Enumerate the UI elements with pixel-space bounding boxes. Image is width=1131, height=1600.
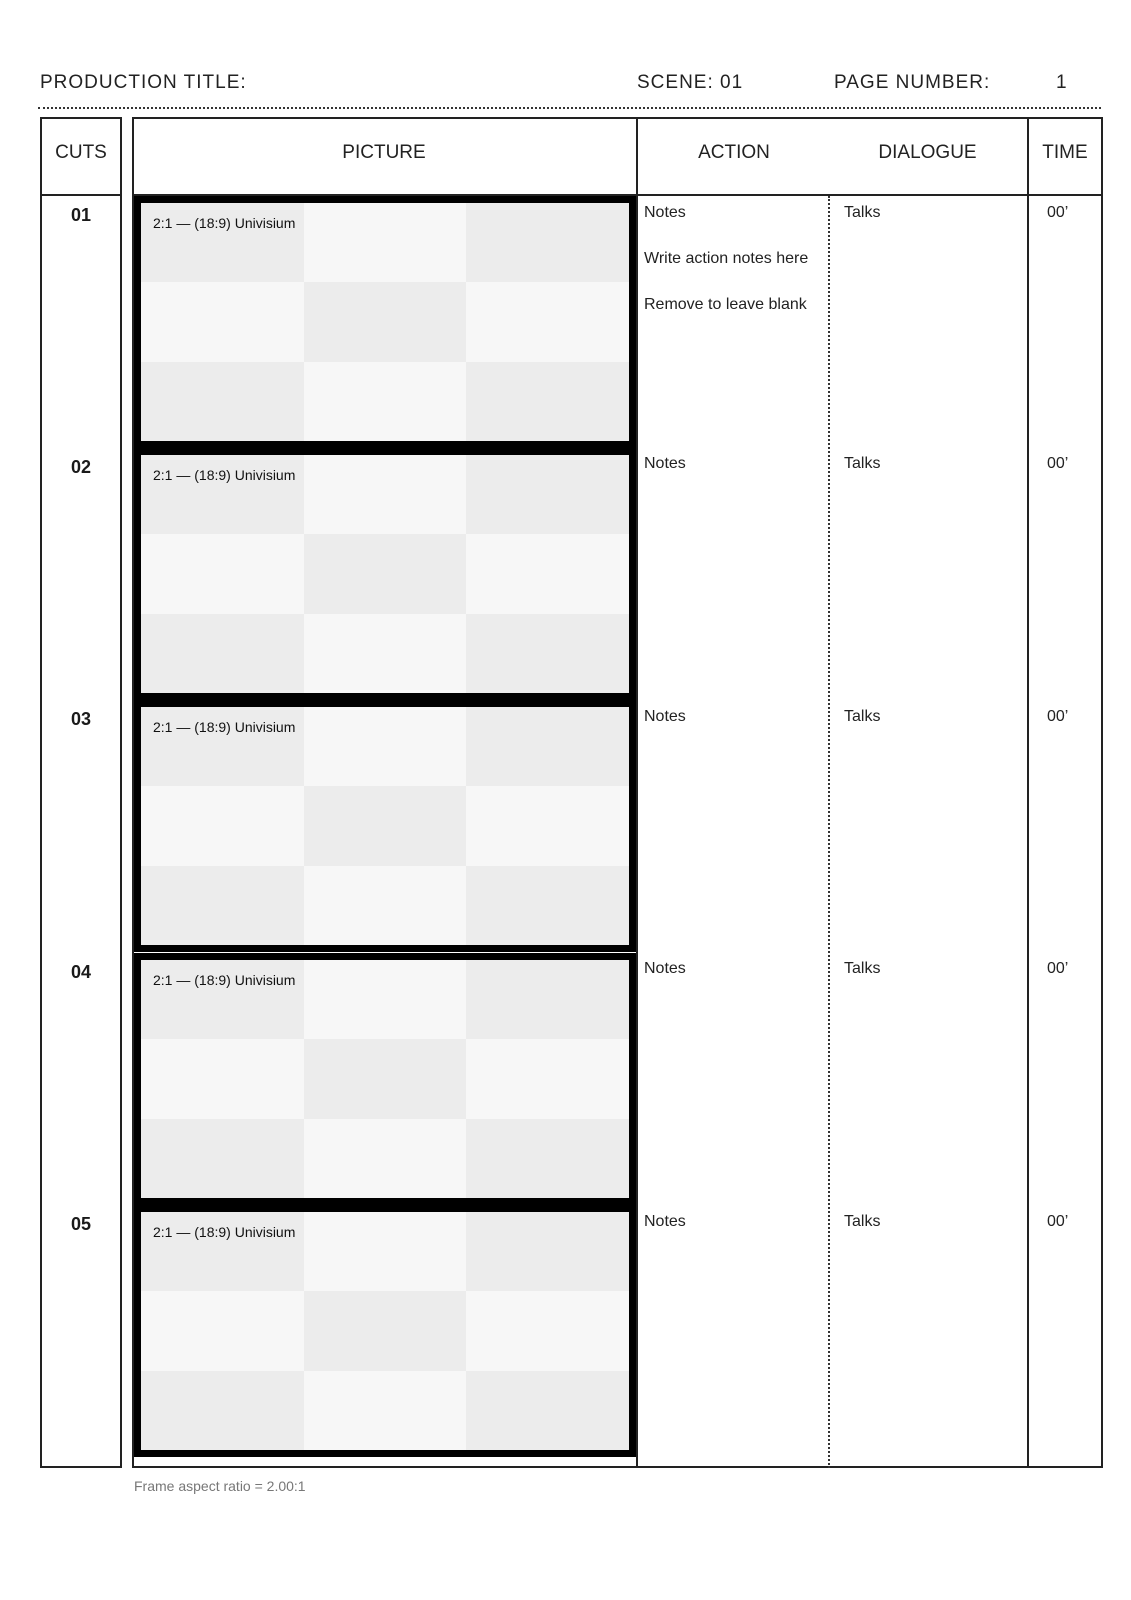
picture-frame[interactable] <box>134 953 636 1205</box>
time-value[interactable]: 00’ <box>1047 708 1069 725</box>
picture-frame[interactable] <box>134 448 636 700</box>
header-dotted-divider <box>38 107 1101 109</box>
cuts-column-box <box>40 117 122 1468</box>
cut-number: 05 <box>70 1214 92 1234</box>
picture-frame[interactable] <box>134 196 636 448</box>
column-header-cuts: CUTS <box>55 142 107 163</box>
dialogue-text[interactable]: Talks <box>844 204 881 221</box>
production-title-label: PRODUCTION TITLE: <box>40 72 247 93</box>
picture-frame[interactable] <box>134 1205 636 1457</box>
picture-frame[interactable] <box>134 700 636 952</box>
action-note[interactable]: Notes <box>644 204 686 221</box>
scene-label: SCENE: 01 <box>637 72 744 93</box>
column-header-dialogue: DIALOGUE <box>878 142 977 163</box>
dialogue-text[interactable]: Talks <box>844 455 881 472</box>
cut-number: 04 <box>70 962 92 982</box>
action-note[interactable]: Write action notes here <box>644 250 809 267</box>
action-note[interactable]: Remove to leave blank <box>644 296 807 313</box>
column-header-picture: PICTURE <box>342 142 426 163</box>
page-number-label: PAGE NUMBER: <box>834 72 991 93</box>
dialogue-text[interactable]: Talks <box>844 1213 881 1230</box>
picture-action-divider <box>636 117 638 1468</box>
cut-number: 01 <box>70 205 92 225</box>
frame-aspect-label: 2:1 — (18:9) Univisium <box>153 719 296 735</box>
page-number-value: 1 <box>1056 72 1068 93</box>
dialogue-time-divider <box>1027 117 1029 1468</box>
column-header-action: ACTION <box>698 142 770 163</box>
time-value[interactable]: 00’ <box>1047 960 1069 977</box>
action-note[interactable]: Notes <box>644 708 686 725</box>
time-value[interactable]: 00’ <box>1047 455 1069 472</box>
action-dialogue-dotted-divider <box>828 196 830 1468</box>
cuts-header-divider <box>40 194 122 196</box>
cut-number: 03 <box>70 709 92 729</box>
frame-aspect-label: 2:1 — (18:9) Univisium <box>153 1224 296 1240</box>
cut-number: 02 <box>70 457 92 477</box>
action-note[interactable]: Notes <box>644 1213 686 1230</box>
time-value[interactable]: 00’ <box>1047 1213 1069 1230</box>
time-value[interactable]: 00’ <box>1047 204 1069 221</box>
action-note[interactable]: Notes <box>644 960 686 977</box>
dialogue-text[interactable]: Talks <box>844 960 881 977</box>
frame-aspect-label: 2:1 — (18:9) Univisium <box>153 467 296 483</box>
column-header-time: TIME <box>1042 142 1088 163</box>
frame-aspect-ratio-note: Frame aspect ratio = 2.00:1 <box>134 1478 306 1494</box>
dialogue-text[interactable]: Talks <box>844 708 881 725</box>
frame-aspect-label: 2:1 — (18:9) Univisium <box>153 215 296 231</box>
frame-aspect-label: 2:1 — (18:9) Univisium <box>153 972 296 988</box>
action-note[interactable]: Notes <box>644 455 686 472</box>
